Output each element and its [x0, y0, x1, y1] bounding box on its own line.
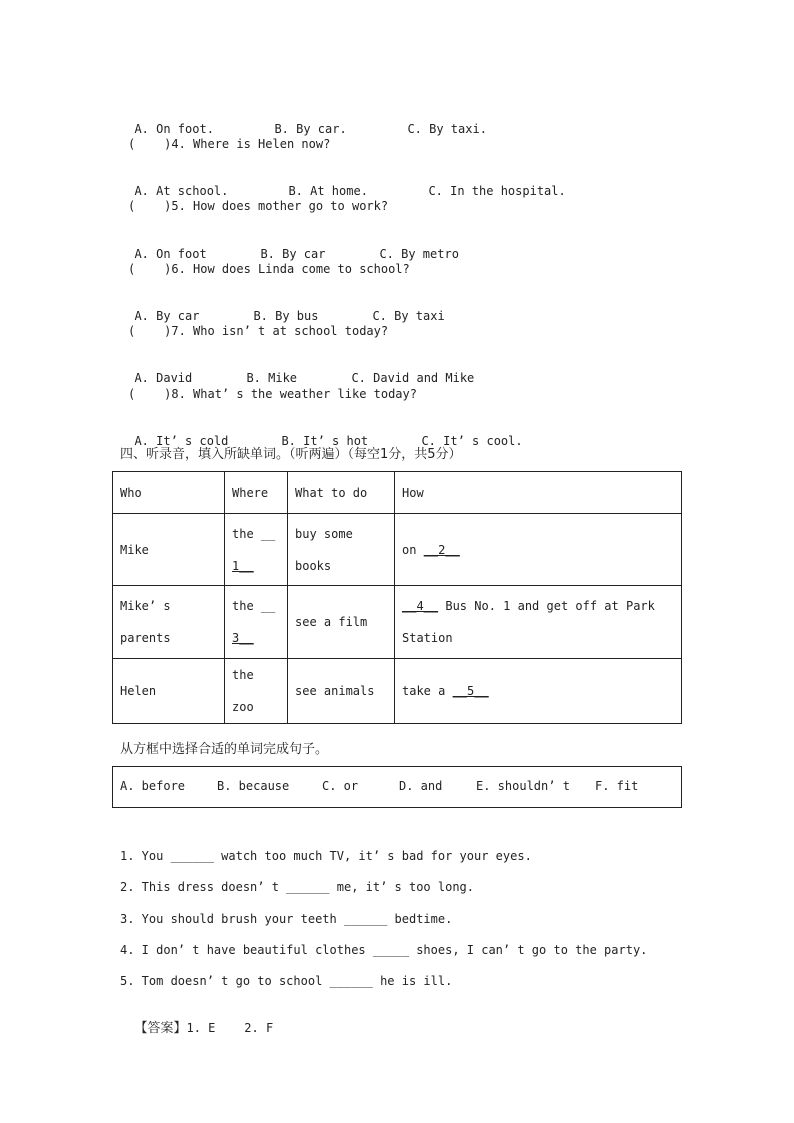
- option-a: A. On foot: [134, 247, 207, 261]
- word-option: F. fit: [595, 779, 639, 793]
- q6-options: [120, 292, 445, 324]
- option-c: C. It’ s cool.: [421, 434, 523, 448]
- word-option: A. before: [120, 779, 186, 793]
- cell-how: [395, 586, 682, 659]
- option-c: C. By taxi: [372, 309, 445, 323]
- cell-how: [395, 659, 682, 724]
- cell-who: Helen: [113, 659, 225, 724]
- word-option: E. shouldn’ t: [476, 779, 570, 793]
- q5-options: [120, 230, 459, 262]
- cell-how-text: take a: [402, 684, 453, 698]
- sentence-3: 3. You should brush your teeth ______ bedtime.: [120, 912, 453, 926]
- table-row: [113, 586, 682, 659]
- blank-5: __5__: [452, 684, 489, 698]
- cell-how: [395, 514, 682, 586]
- header-what: What to do: [288, 472, 395, 514]
- blank-3: 3__: [232, 631, 254, 645]
- header-who: Who: [113, 472, 225, 514]
- sentence-1: 1. You ______ watch too much TV, it’ s bad for your eyes.: [120, 849, 532, 863]
- question-6: ( )6. How does Linda come to school?: [128, 262, 410, 276]
- option-c: C. David and Mike: [351, 371, 475, 385]
- option-c: C. In the hospital.: [428, 184, 566, 198]
- cell-how-text: Station: [402, 631, 453, 645]
- q4-options: [120, 167, 566, 199]
- cell-who: [113, 586, 225, 659]
- cell-where: [225, 586, 288, 659]
- cell-what: see a film: [288, 586, 395, 659]
- sentence-5: 5. Tom doesn’ t go to school ______ he is ill.: [120, 974, 453, 988]
- word-option: B. because: [217, 779, 290, 793]
- option-c: C. By metro: [379, 247, 459, 261]
- blank-1: 1__: [232, 558, 254, 573]
- cell-what: see animals: [288, 659, 395, 724]
- cell-what-line: buy some: [295, 526, 353, 541]
- word-option: D. and: [399, 779, 443, 793]
- question-5: ( )5. How does mother go to work?: [128, 199, 389, 213]
- option-c: C. By taxi.: [407, 122, 487, 136]
- table-header-row: [113, 472, 682, 514]
- blank-2: __2__: [423, 542, 460, 557]
- cell-who: Mike: [113, 514, 225, 586]
- answer-label: 【答案】: [134, 1021, 187, 1036]
- q7-options: [120, 354, 474, 386]
- cell-where: [225, 514, 288, 586]
- section-4-title: 四、听录音，填入所缺单词。（听两遍）（每空1分，共5分）: [120, 447, 462, 462]
- q3-options: [120, 105, 487, 137]
- cell-what: [288, 514, 395, 586]
- header-how: How: [395, 472, 682, 514]
- sentence-4: 4. I don’ t have beautiful clothes _____ shoes, I can’ t go to the party.: [120, 943, 648, 957]
- cell-where-line: the __: [232, 599, 276, 613]
- cell-what-line: books: [295, 558, 332, 573]
- section-5-title: 从方框中选择合适的单词完成句子。: [120, 742, 329, 757]
- table-row: [113, 514, 682, 586]
- listening-table: [112, 471, 682, 724]
- option-b: B. Mike: [246, 371, 298, 385]
- cell-where: the zoo: [225, 659, 288, 724]
- question-7: ( )7. Who isn’ t at school today?: [128, 324, 389, 338]
- cell-where-line: the __: [232, 526, 276, 541]
- word-option: C. or: [322, 779, 359, 793]
- header-where: Where: [225, 472, 288, 514]
- answer-text: 1. E 2. F: [186, 1021, 274, 1035]
- word-box: [112, 766, 682, 808]
- cell-how-text: Bus No. 1 and get off at Park: [438, 599, 655, 613]
- option-b: B. It’ s hot: [281, 434, 369, 448]
- cell-who-line: parents: [120, 631, 171, 645]
- option-b: B. By car.: [274, 122, 347, 136]
- option-a: A. By car: [134, 309, 200, 323]
- option-b: B. At home.: [288, 184, 368, 198]
- table-row: [113, 659, 682, 724]
- option-a: A. On foot.: [134, 122, 214, 136]
- blank-4: __4__: [402, 599, 439, 613]
- option-b: B. By bus: [253, 309, 319, 323]
- cell-how-text: on: [402, 542, 424, 557]
- question-8: ( )8. What’ s the weather like today?: [128, 387, 417, 401]
- sentence-2: 2. This dress doesn’ t ______ me, it’ s too long.: [120, 880, 475, 894]
- question-4: ( )4. Where is Helen now?: [128, 137, 331, 151]
- answer-line: [120, 1004, 273, 1037]
- option-b: B. By car: [260, 247, 326, 261]
- q8-options: [120, 417, 523, 449]
- option-a: A. David: [134, 371, 193, 385]
- option-a: A. At school.: [134, 184, 229, 198]
- option-a: A. It’ s cold: [134, 434, 229, 448]
- cell-who-line: Mike’ s: [120, 599, 171, 613]
